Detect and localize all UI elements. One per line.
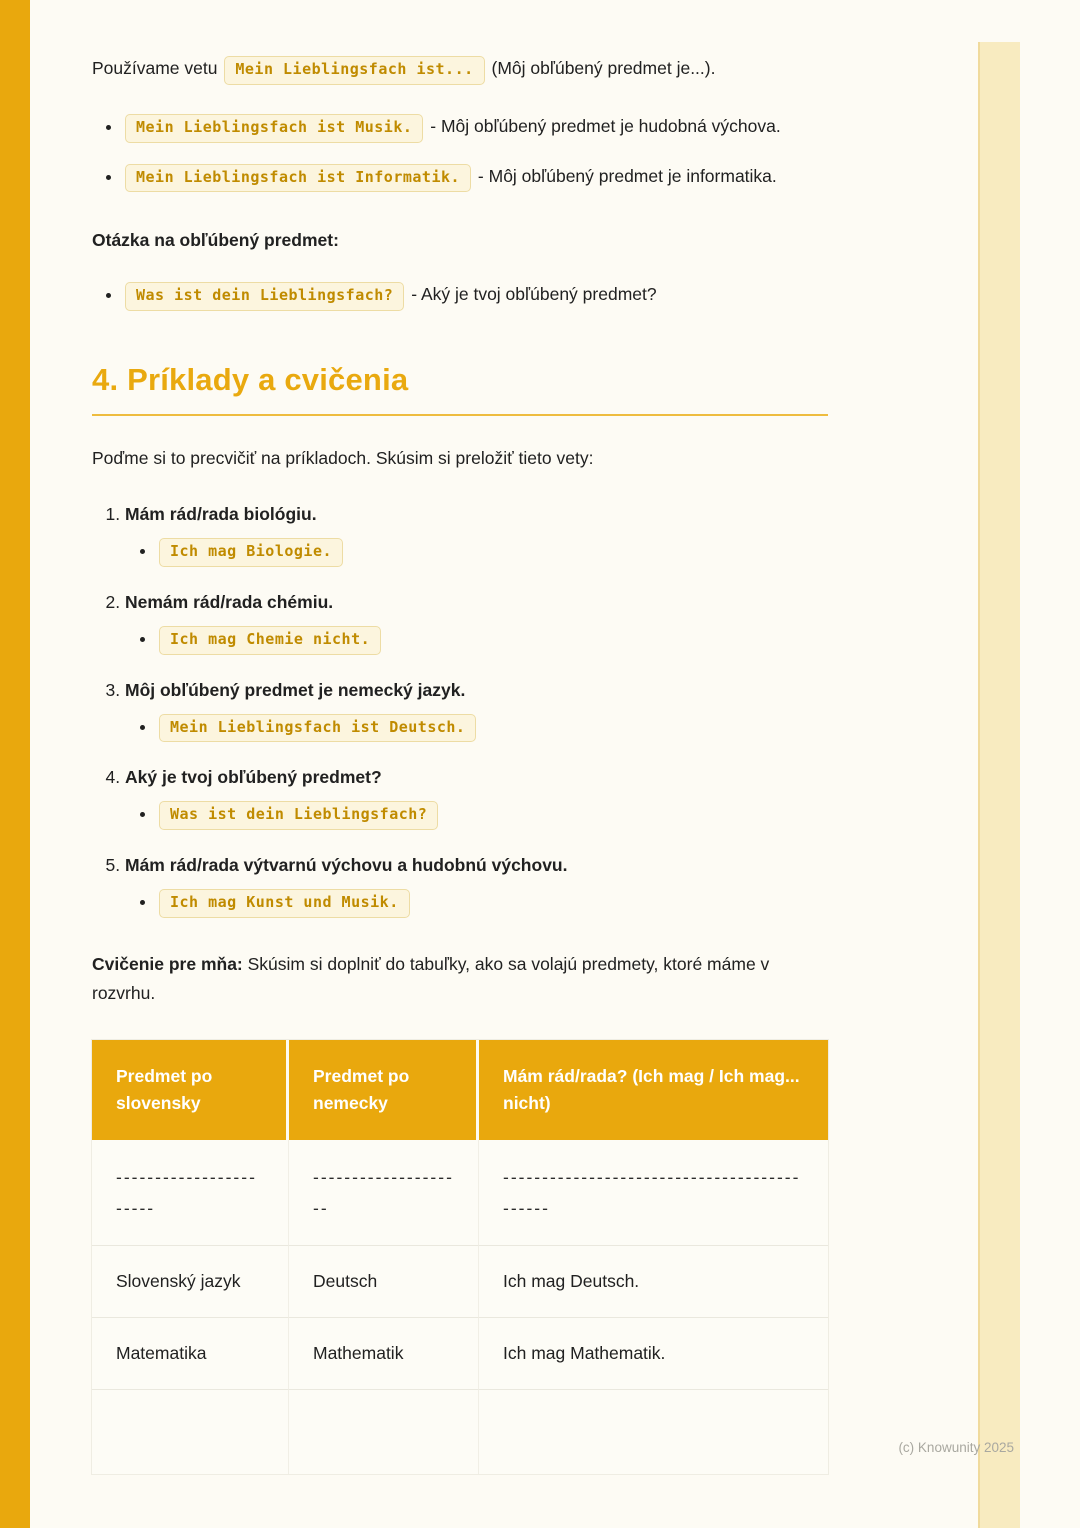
- table-cell: Ich mag Deutsch.: [479, 1246, 828, 1318]
- footer-copyright: (c) Knowunity 2025: [898, 1440, 1014, 1455]
- example-sentence: Mám rád/rada výtvarnú výchovu a hudobnú výchovu.: [125, 855, 568, 876]
- inline-code-chip: Was ist dein Lieblingsfach?: [159, 801, 438, 830]
- table-header-row: [92, 1040, 828, 1140]
- example-item: [125, 500, 828, 567]
- list-item: [123, 280, 828, 311]
- table-row: [92, 1140, 828, 1246]
- section-divider: [92, 414, 828, 416]
- table-cell: Ich mag Mathematik.: [479, 1318, 828, 1390]
- intro-paragraph: [92, 54, 828, 85]
- right-accent-stripe: [978, 42, 1020, 1528]
- table-cell: Slovenský jazyk: [92, 1246, 289, 1318]
- inline-code-chip: Ich mag Biologie.: [159, 538, 343, 567]
- example-code-list: [125, 888, 828, 918]
- example-sentence: Mám rád/rada biológiu.: [125, 504, 317, 525]
- example-code-list: [125, 713, 828, 743]
- example-code-list: [125, 800, 828, 830]
- table-row: [92, 1318, 828, 1390]
- exercise-text: Skúsim si doplniť do tabuľky, ako sa volajú predmety, ktoré máme v rozvrhu.: [92, 953, 770, 1003]
- table-cell: [289, 1390, 479, 1474]
- translation-text: - Aký je tvoj obľúbený predmet?: [411, 284, 657, 305]
- intro-suffix: (Môj obľúbený predmet je...).: [491, 58, 716, 78]
- translation-text: - Môj obľúbený predmet je informatika.: [477, 165, 777, 186]
- list-item: [157, 537, 828, 567]
- exercise-label: Cvičenie pre mňa:: [92, 953, 243, 974]
- example-sentence: Môj obľúbený predmet je nemecký jazyk.: [125, 679, 466, 700]
- inline-code-chip: Mein Lieblingsfach ist...: [224, 56, 484, 85]
- exercise-table: [92, 1040, 828, 1474]
- example-code-list: [125, 625, 828, 655]
- example-item: [125, 851, 828, 918]
- inline-code-chip: Mein Lieblingsfach ist Informatik.: [125, 164, 471, 193]
- table-cell: Deutsch: [289, 1246, 479, 1318]
- table-header-cell: Predmet po slovensky: [92, 1040, 289, 1140]
- section-intro: Poďme si to precvičiť na príkladoch. Skúsim si preložiť tieto vety:: [92, 448, 594, 469]
- translation-text: - Môj obľúbený predmet je hudobná výchova.: [430, 115, 781, 136]
- table-cell: Matematika: [92, 1318, 289, 1390]
- table-cell: -----------------------: [92, 1140, 289, 1246]
- list-item: [123, 111, 828, 143]
- table-cell: [92, 1390, 289, 1474]
- list-item: [157, 625, 828, 655]
- list-item: [157, 713, 828, 743]
- inline-code-chip: Mein Lieblingsfach ist Deutsch.: [159, 714, 476, 743]
- left-accent-bar: [0, 0, 30, 1528]
- question-heading: Otázka na obľúbený predmet:: [92, 230, 339, 251]
- list-item: [157, 800, 828, 830]
- table-header-cell: Predmet po nemecky: [289, 1040, 479, 1140]
- section-heading: 4. Príklady a cvičenia: [92, 362, 409, 397]
- example-code-list: [125, 537, 828, 567]
- table-cell: Mathematik: [289, 1318, 479, 1390]
- inline-code-chip: Mein Lieblingsfach ist Musik.: [125, 114, 423, 143]
- example-sentence: Nemám rád/rada chémiu.: [125, 591, 334, 612]
- example-sentence: Aký je tvoj obľúbený predmet?: [125, 767, 382, 788]
- inline-code-chip: Was ist dein Lieblingsfach?: [125, 282, 404, 311]
- example-item: [125, 676, 828, 743]
- exercise-note: [92, 950, 828, 1008]
- table-header-cell: Mám rád/rada? (Ich mag / Ich mag... nicht): [479, 1040, 828, 1140]
- table-row: [92, 1390, 828, 1474]
- inline-code-chip: Ich mag Kunst und Musik.: [159, 889, 410, 918]
- list-item: [157, 888, 828, 918]
- table-cell: [479, 1390, 828, 1474]
- example-item: [125, 763, 828, 830]
- table-row: [92, 1246, 828, 1318]
- table-cell: --------------------------------------------: [479, 1140, 828, 1246]
- examples-list: [92, 500, 828, 918]
- inline-code-chip: Ich mag Chemie nicht.: [159, 626, 381, 655]
- usage-bullet-list: [92, 111, 828, 193]
- example-item: [125, 588, 828, 655]
- document-content: [92, 0, 828, 1474]
- list-item: [123, 161, 828, 193]
- table-cell: --------------------: [289, 1140, 479, 1246]
- question-bullet-list: [92, 280, 828, 311]
- intro-prefix: Používame vetu: [92, 58, 218, 78]
